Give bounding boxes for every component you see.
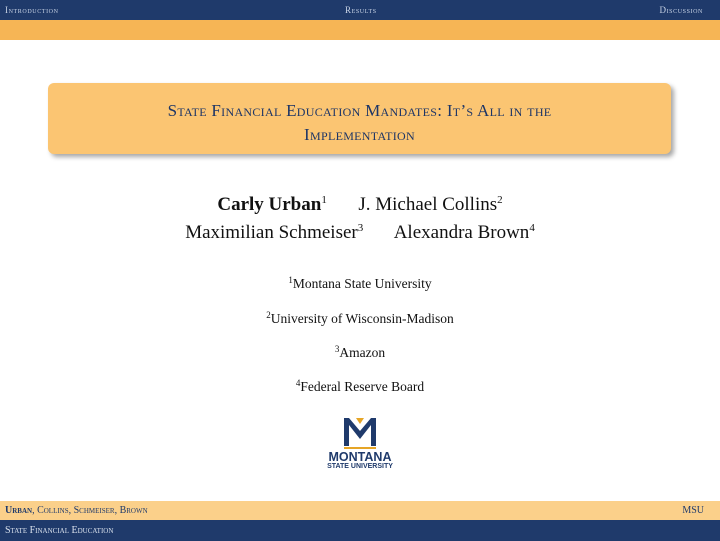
affiliation-name-2: University of Wisconsin-Madison [270,311,454,326]
affiliation-sup-2: 2 [266,310,271,320]
footer-authors-bar [0,501,720,520]
author-sup-4: 4 [529,222,535,234]
title-line-1: State Financial Education Mandates: It’s All in the [167,101,552,120]
nav-results[interactable]: Results [345,5,377,15]
footer-first-author: Urban [5,505,33,516]
slide-title [48,99,671,147]
nav-discussion[interactable]: Discussion [659,5,703,15]
affiliation-4 [0,379,720,395]
affiliation-name-3: Amazon [339,345,386,360]
montana-m-icon [343,415,377,449]
author-sup-1: 1 [321,194,327,206]
affiliation-sup-4: 4 [295,378,301,388]
author-sup-2: 2 [497,194,503,206]
author-name-3: Maximilian Schmeiser [185,222,358,243]
title-line-2: Implementation [304,125,415,144]
affiliation-1 [0,276,720,292]
nav-introduction[interactable]: Introduction [5,5,59,15]
footer-short-title: State Financial Education [5,525,114,536]
title-box [48,83,671,154]
author-name-4: Alexandra Brown [393,222,530,243]
author-sup-3: 3 [357,222,364,234]
affiliation-name-1: Montana State University [292,276,432,291]
affiliation-name-4: Federal Reserve Board [300,379,425,394]
footer-institution: MSU [682,505,704,516]
logo-line-1: MONTANA [328,450,392,464]
footer-coauthors: , Collins, Schmeiser, Brown [32,505,148,516]
author-line-1 [0,194,720,216]
author-name-2: J. Michael Collins [358,194,498,215]
author-line-2 [0,222,720,244]
affiliation-2 [0,311,720,327]
affiliation-sup-3: 3 [334,344,340,354]
header-accent-bar [0,20,720,40]
affiliation-sup-1: 1 [288,275,293,285]
footer-title-bar [0,520,720,541]
top-navigation-bar [0,0,720,20]
author-name-1: Carly Urban [217,194,322,215]
logo-line-2: STATE UNIVERSITY [327,463,393,470]
affiliation-3 [0,345,720,361]
university-logo [316,415,404,477]
footer-authors [5,505,148,516]
